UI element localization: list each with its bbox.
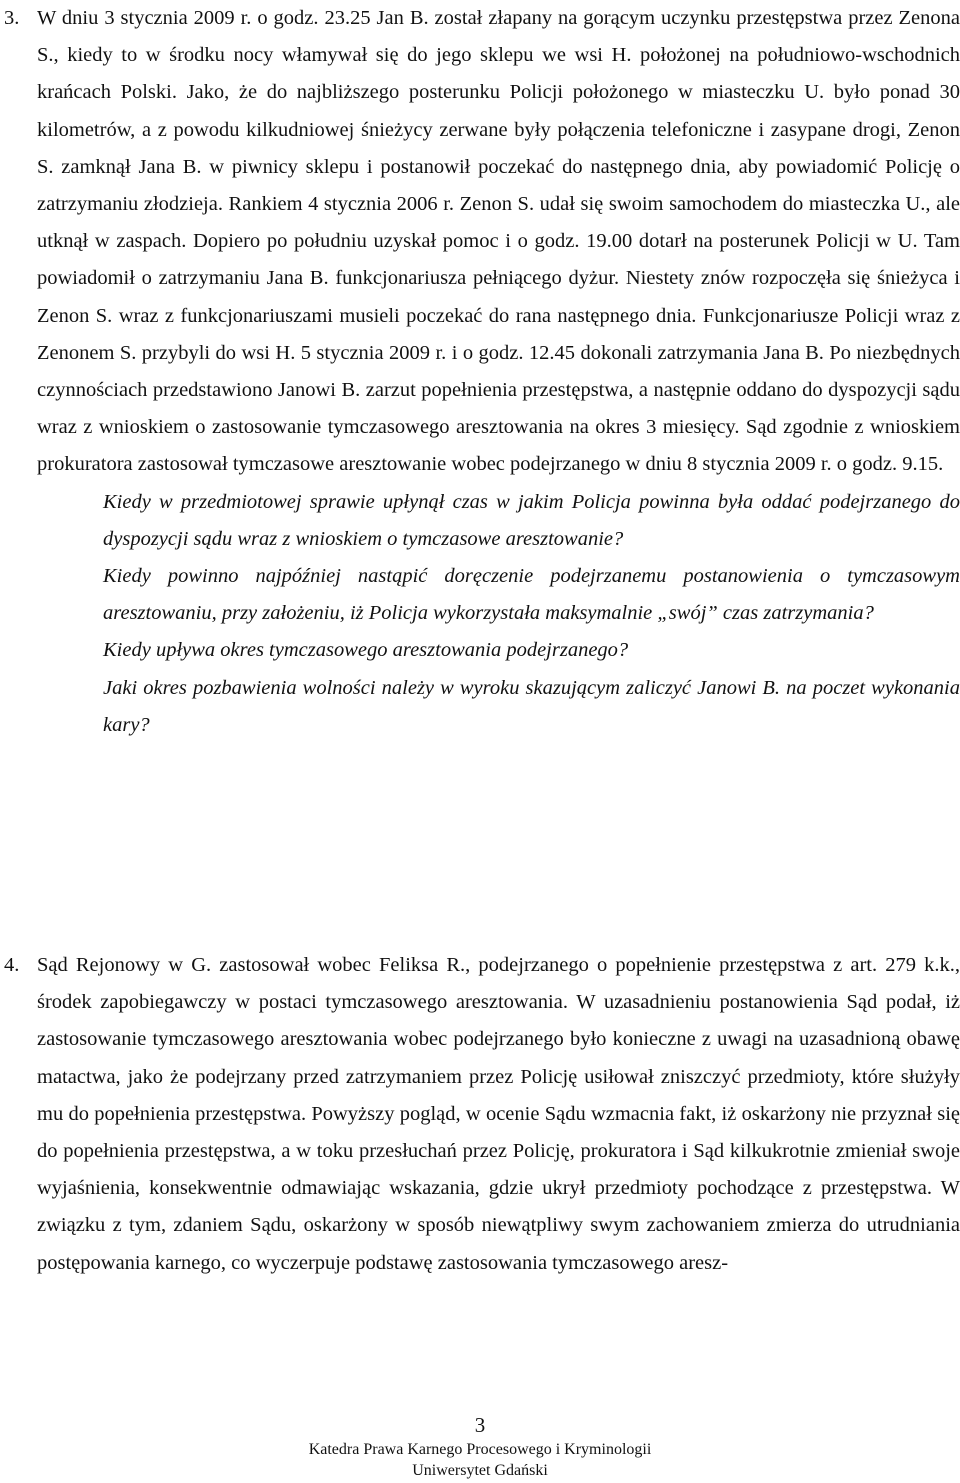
question-1: Kiedy w przedmiotowej sprawie upłynął czas w jakim Policja powinna była oddać podejrzanego do dyspozycji sądu wraz z wnioskiem o tymczasowe aresztowanie?	[103, 490, 960, 550]
exercise-3	[4, 0, 960, 744]
exercise-body	[37, 947, 960, 1282]
exercise-number: 3.	[4, 7, 20, 29]
exercise-4	[4, 947, 960, 1282]
department-name: Katedra Prawa Karnego Procesowego i Kryminologii	[308, 1441, 652, 1458]
page-number: 3	[474, 1413, 486, 1437]
question-4: Jaki okres pozbawienia wolności należy w wyroku skazującym zaliczyć Janowi B. na poczet wykonania kary?	[103, 676, 960, 736]
question-2: Kiedy powinno najpóźniej nastąpić doręczenie podejrzanemu postanowienia o tymczasowym aresztowaniu, przy założeniu, iż Policja wykorzystała maksymalnie „swój” czas zatrzymania?	[103, 565, 960, 625]
exercise-text: Sąd Rejonowy w G. zastosował wobec Feliksa R., podejrzanego o popełnienie przestępstwa z art. 279 k.k., środek zapobiegawczy w postaci tymczasowego aresztowania. W uzasadnieniu postanowienia Sąd podał, iż zastosowanie tymczasowego aresztowania wobec podejrzanego było konieczne z uwagi na uzasadnioną obawę matactwa, jako że podejrzany przed zatrzymaniem przez Policję usiłował zniszczyć przedmioty, które służyły mu do popełnienia przestępstwa. Powyższy pogląd, w ocenie Sądu wzmacnia fakt, iż oskarżony nie przyznał się do popełnienia przestępstwa, a w toku przesłuchań przez Policję, prokuratora i Sąd kilkukrotnie zmieniał swoje wyjaśnienia, konsekwentnie odmawiając wskazania, gdzie ukrył przedmioty pochodzące z przestępstwa. W związku z tym, zdaniem Sądu, oskarżony w sposób niewątpliwy swym zachowaniem zmierza do utrudniania postępowania karnego, co wyczerpuje podstawę zastosowania tymczasowego aresz-	[37, 954, 960, 1274]
question-list	[37, 484, 960, 744]
exercise-body	[37, 0, 960, 744]
question-3: Kiedy upływa okres tymczasowego aresztowania podejrzanego?	[103, 639, 629, 662]
university-name: Uniwersytet Gdański	[412, 1462, 548, 1479]
exercise-number: 4.	[4, 954, 20, 976]
exercise-text: W dniu 3 stycznia 2009 r. o godz. 23.25 Jan B. został złapany na gorącym uczynku przestępstwa przez Zenona S., kiedy to w środku nocy włamywał się do jego sklepu we wsi H. położonej na południowo-wschodnich krańcach Polski. Jako, że do najbliższego posterunku Policji położonego w miasteczku U. było ponad 30 kilometrów, a z powodu kilkudniowej śnieżycy zerwane były połączenia telefoniczne i zasypane drogi, Zenon S. zamknął Jana B. w piwnicy sklepu i postanowił poczekać do następnego dnia, aby powiadomić Policję o zatrzymaniu złodzieja. Rankiem 4 stycznia 2006 r. Zenon S. udał się swoim samochodem do miasteczka U., ale utknął w zaspach. Dopiero po południu uzyskał pomoc i o godz. 19.00 dotarł na posterunek Policji w U. Tam powiadomił o zatrzymaniu Jana B. funkcjonariusza pełniącego dyżur. Niestety znów rozpoczęła się śnieżyca i Zenon S. wraz z funkcjonariuszami musieli poczekać do rana następnego dnia. Funkcjonariusze Policji wraz z Zenonem S. przybyli do wsi H. 5 stycznia 2009 r. i o godz. 12.45 dokonali zatrzymania Jana B. Po niezbędnych czynnościach przedstawiono Janowi B. zarzut popełnienia przestępstwa, a następnie oddano do dyspozycji sądu wraz z wnioskiem o zastosowanie tymczasowego aresztowania na okres 3 miesięcy. Sąd zgodnie z wnioskiem prokuratora zastosował tymczasowe aresztowanie wobec podejrzanego w dniu 8 stycznia 2009 r. o godz. 9.15.	[37, 7, 960, 476]
